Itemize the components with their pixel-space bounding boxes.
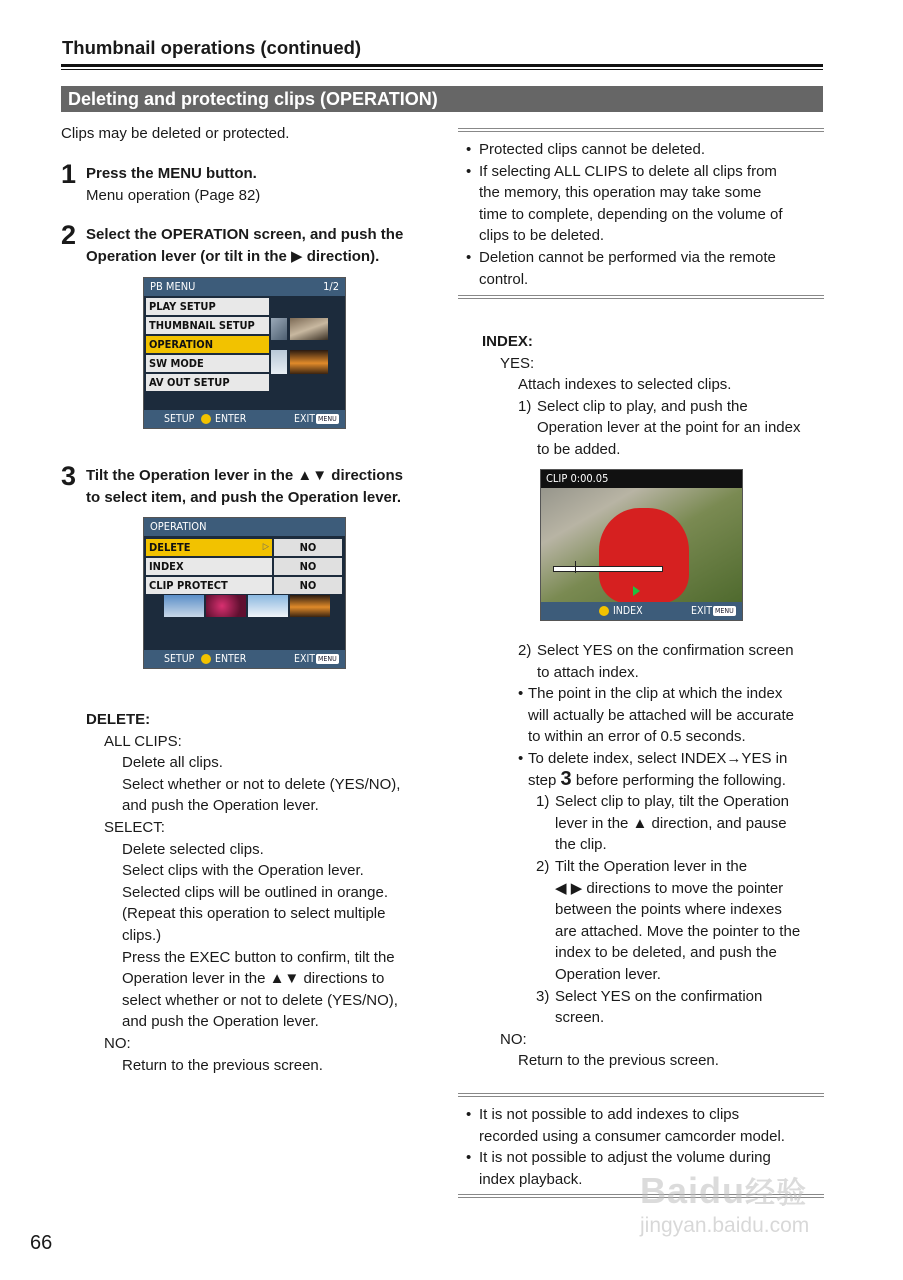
footer-enter-label: ENTER (215, 413, 247, 425)
operation-row-delete (146, 539, 272, 556)
step-2-title-line1: Select the OPERATION screen, and push the (86, 226, 404, 243)
note-rule (458, 131, 824, 132)
pb-menu-screen (143, 277, 346, 429)
footer-exit-label: EXIT (691, 605, 712, 617)
clip-subject (599, 508, 689, 603)
index-sub-line: ◀ ▶ directions to move the pointer (555, 879, 784, 897)
index-sub-line: the clip. (555, 836, 607, 854)
watermark-url: jingyan.baidu.com (640, 1214, 810, 1237)
joystick-icon (599, 606, 609, 616)
index-section-top (482, 331, 827, 461)
menu-badge-icon: MENU (318, 415, 337, 423)
thumbnail-image (248, 595, 288, 617)
note-line: clips to be deleted. (479, 227, 605, 245)
index-yes-line: Attach indexes to selected clips. (518, 376, 732, 394)
delete-select-line: Operation lever in the ▲▼ directions to (122, 970, 385, 988)
index-yes-label: YES: (500, 354, 535, 372)
index-step-line: Select YES on the confirmation screen (537, 642, 794, 659)
section-title-bar: Deleting and protecting clips (OPERATION) (61, 86, 823, 112)
pb-menu-item-play-setup: PLAY SETUP (146, 298, 269, 315)
clip-time-display: CLIP 0:00.05 (541, 470, 742, 488)
note-item (458, 1104, 824, 1147)
step-number-2: 2 (61, 220, 77, 250)
operation-value-clip-protect: NO (274, 577, 342, 594)
joystick-icon (201, 414, 211, 424)
header-rule-thin (61, 69, 823, 70)
intro-text: Clips may be deleted or protected. (61, 125, 290, 142)
delete-no-label: NO: (104, 1034, 131, 1052)
pb-menu-item-operation: OPERATION (146, 336, 269, 353)
clip-playback-screen (540, 469, 743, 621)
index-bullet-2 (518, 748, 830, 791)
note-rule (458, 1093, 824, 1094)
index-sub-line: Select clip to play, tilt the Operation (555, 793, 790, 811)
footer-enter-label: ENTER (215, 653, 247, 665)
index-bullet-line: will actually be attached will be accurate (528, 706, 794, 724)
index-no-label: NO: (500, 1030, 527, 1048)
delete-select-line: select whether or not to delete (YES/NO), (122, 991, 398, 1009)
note-line: the memory, this operation may take some (479, 184, 762, 202)
footer-exit-label: EXIT (294, 413, 315, 425)
index-step-line: Operation lever at the point for an index (537, 419, 801, 437)
operation-screen-title: OPERATION (150, 520, 207, 533)
footer-setup-label: SETUP (164, 413, 195, 425)
step-2-title-line2: Operation lever (or tilt in the ▶ direction). (86, 248, 380, 265)
note-line: • Deletion cannot be performed via the remote (479, 248, 776, 266)
operation-screen-footer (144, 650, 345, 668)
step-1-title: Press the MENU button. (86, 165, 257, 182)
watermark-logo (640, 1168, 807, 1212)
index-sub-line: between the points where indexes (555, 901, 782, 919)
page-header-title: Thumbnail operations (continued) (62, 37, 362, 58)
delete-all-line: and push the Operation lever. (122, 797, 319, 815)
page-number: 66 (30, 1232, 53, 1254)
index-sub-line: lever in the ▲ direction, and pause (555, 814, 787, 832)
clip-progress-bar (553, 566, 663, 572)
joystick-icon (201, 654, 211, 664)
index-sub-number: 3) (536, 987, 550, 1005)
index-step-line: Select clip to play, and push the (537, 397, 748, 415)
step-3-title-line2: to select item, and push the Operation lever. (86, 489, 402, 506)
clip-footer (541, 602, 742, 620)
index-heading: INDEX: (482, 333, 533, 350)
pb-menu-item-sw-mode: SW MODE (146, 355, 269, 372)
note-rule (458, 295, 824, 296)
clip-position-marker (575, 561, 576, 573)
index-bullet-text: before performing the following. (571, 771, 786, 789)
delete-select-line: Press the EXEC button to confirm, tilt the (122, 948, 395, 966)
note-line: index playback. (479, 1170, 583, 1188)
pb-menu-footer (144, 410, 345, 428)
index-step-line: to attach index. (537, 663, 639, 681)
delete-select-line: Delete selected clips. (122, 840, 264, 858)
index-sub-3 (536, 986, 830, 1029)
operation-row-clip-protect: CLIP PROTECT (146, 577, 272, 594)
delete-select-label: SELECT: (104, 818, 165, 836)
play-icon (633, 586, 640, 596)
delete-heading: DELETE: (86, 711, 151, 728)
delete-section (86, 709, 436, 1076)
index-sub-number: 1) (536, 793, 550, 811)
index-section-bottom (500, 640, 830, 1072)
index-sub-line: are attached. Move the pointer to the (555, 922, 801, 940)
delete-select-line: and push the Operation lever. (122, 1013, 319, 1031)
watermark-brand: Bai (640, 1170, 700, 1211)
delete-all-line: Select whether or not to delete (YES/NO), (122, 775, 401, 793)
pb-menu-item-av-out-setup: AV OUT SETUP (146, 374, 269, 391)
operation-label-delete: DELETE (149, 541, 191, 554)
index-bullet-line: • The point in the clip at which the index (528, 685, 783, 703)
index-sub-line: Operation lever. (555, 965, 661, 983)
delete-select-line: Select clips with the Operation lever. (122, 862, 364, 880)
thumbnail-image (290, 318, 328, 340)
index-bullet-line: • To delete index, select INDEX→YES in (528, 749, 788, 767)
note-item (458, 247, 824, 290)
thumbnail-image (271, 318, 287, 340)
delete-select-line: clips.) (122, 926, 162, 944)
index-bullet-line (528, 767, 830, 792)
footer-index-label: INDEX (613, 605, 643, 617)
header-rule (61, 64, 823, 67)
pb-menu-title: PB MENU (150, 280, 196, 293)
note-line: control. (479, 270, 529, 288)
index-sub-line: Select YES on the confirmation (555, 987, 763, 1005)
thumbnail-image (164, 595, 204, 617)
delete-select-line: (Repeat this operation to select multiple (122, 905, 386, 923)
step-3-title-line1: Tilt the Operation lever in the ▲▼ directions (86, 467, 403, 484)
thumbnail-image (271, 350, 287, 374)
index-no-line: Return to the previous screen. (518, 1052, 719, 1070)
operation-value-index: NO (274, 558, 342, 575)
index-bullet-text: step (528, 771, 561, 789)
note-rule (458, 1096, 824, 1097)
operation-value-delete: NO (274, 539, 342, 556)
delete-select-line: Selected clips will be outlined in orange. (122, 883, 388, 901)
index-step-number: 1) (518, 397, 532, 415)
index-sub-2 (536, 856, 830, 986)
operation-row-index: INDEX (146, 558, 272, 575)
index-step-2 (518, 640, 830, 683)
operation-screen (143, 517, 346, 669)
thumbnail-image (290, 595, 330, 617)
thumbnail-image (206, 595, 246, 617)
index-sub-line: screen. (555, 1009, 605, 1027)
note-rule (458, 128, 824, 129)
watermark-cn: 经验 (745, 1177, 808, 1210)
index-step-line: to be added. (537, 440, 621, 458)
arrow-right-icon: ▷ (262, 542, 269, 552)
index-sub-1 (536, 791, 830, 856)
pb-menu-item-thumbnail-setup: THUMBNAIL SETUP (146, 317, 269, 334)
index-step-ref: 3 (560, 767, 572, 790)
index-step-1 (518, 396, 827, 461)
note-line: • It is not possible to adjust the volume during (479, 1149, 771, 1167)
note-line: • It is not possible to add indexes to clips (479, 1106, 740, 1123)
note-rule (458, 298, 824, 299)
index-sub-line: Tilt the Operation lever in the (555, 857, 748, 875)
delete-all-line: Delete all clips. (122, 754, 223, 772)
note-item: • Protected clips cannot be deleted. (458, 139, 824, 161)
index-sub-number: 2) (536, 857, 550, 875)
menu-badge-icon: MENU (715, 607, 734, 615)
note-top-list (458, 139, 824, 290)
note-item (458, 161, 824, 247)
pb-menu-page: 1/2 (323, 280, 339, 293)
index-bullet-1 (518, 683, 830, 748)
step-1-sub: Menu operation (Page 82) (86, 187, 261, 204)
delete-no-line: Return to the previous screen. (122, 1056, 323, 1074)
index-sub-line: index to be deleted, and push the (555, 944, 777, 962)
note-line: • If selecting ALL CLIPS to delete all clips from (479, 162, 777, 180)
index-bullet-line: to within an error of 0.5 seconds. (528, 728, 746, 746)
index-step-number: 2) (518, 642, 532, 659)
menu-badge-icon: MENU (318, 655, 337, 663)
watermark-paw: du (699, 1170, 746, 1211)
note-line: recorded using a consumer camcorder model. (479, 1127, 785, 1145)
delete-all-clips-label: ALL CLIPS: (104, 732, 182, 750)
note-line: time to complete, depending on the volume of (479, 205, 783, 223)
footer-exit-label: EXIT (294, 653, 315, 665)
thumbnail-image (290, 350, 328, 374)
step-number-3: 3 (61, 461, 77, 491)
footer-setup-label: SETUP (164, 653, 195, 665)
step-number-1: 1 (61, 159, 77, 189)
